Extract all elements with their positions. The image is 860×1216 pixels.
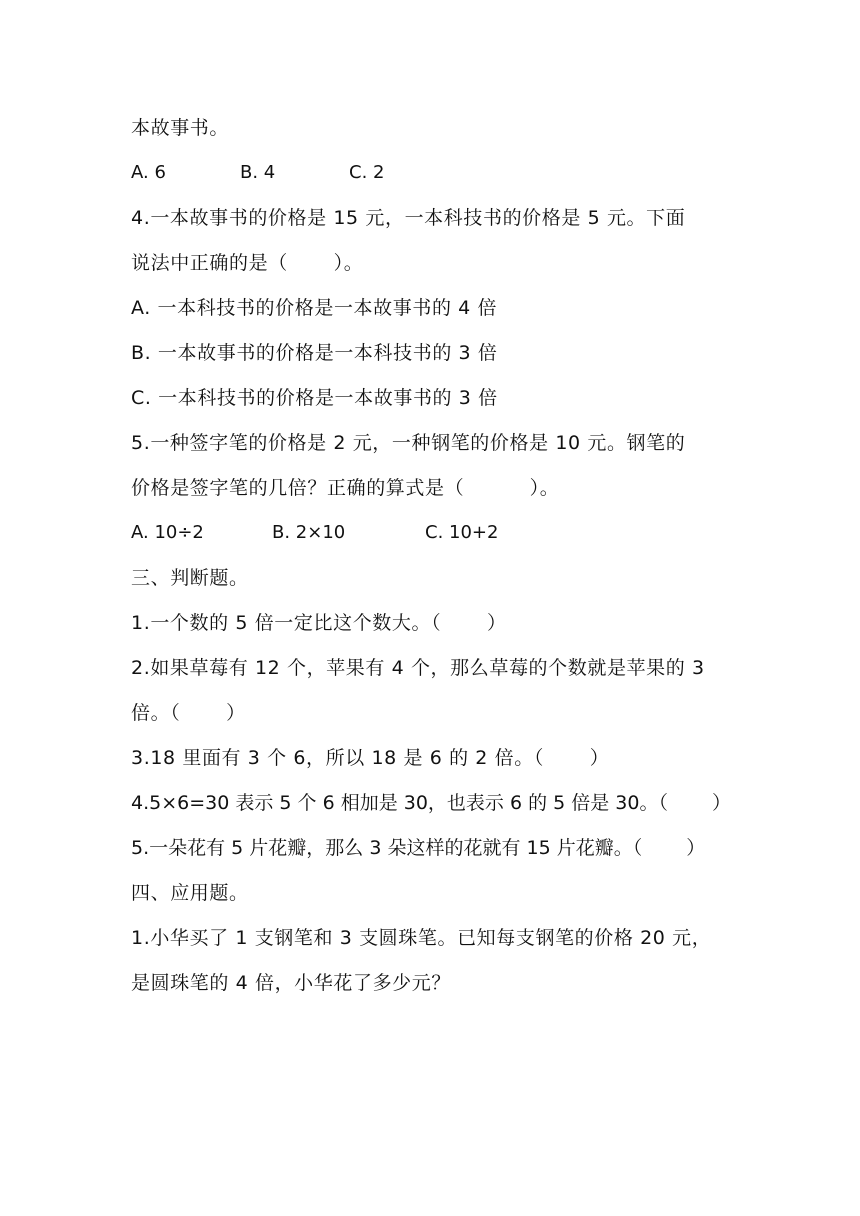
judgement-2-line-2: 倍。（ ） <box>131 702 246 724</box>
question-4-option-c: C. 一本科技书的价格是一本故事书的 3 倍 <box>131 387 498 409</box>
text-line: 本故事书。 <box>131 117 230 139</box>
question-5-line-1: 5.一种签字笔的价格是 2 元，一种钢笔的价格是 10 元。钢笔的 <box>131 432 686 454</box>
option-c: C. 10+2 <box>425 522 499 543</box>
section-heading-judgement: 三、判断题。 <box>131 567 249 589</box>
option-a: A. 10÷2 <box>131 522 204 543</box>
section-heading-application: 四、应用题。 <box>131 882 249 904</box>
option-b: B. 4 <box>240 162 276 183</box>
question-4-option-b: B. 一本故事书的价格是一本科技书的 3 倍 <box>131 342 498 364</box>
judgement-4: 4.5×6=30 表示 5 个 6 相加是 30，也表示 6 的 5 倍是 30。（ ） <box>131 792 732 814</box>
judgement-3: 3.18 里面有 3 个 6，所以 18 是 6 的 2 倍。（ ） <box>131 747 610 769</box>
judgement-2-line-1: 2.如果草莓有 12 个，苹果有 4 个，那么草莓的个数就是苹果的 3 <box>131 657 705 679</box>
judgement-1: 1.一个数的 5 倍一定比这个数大。（ ） <box>131 612 507 634</box>
option-c: C. 2 <box>349 162 385 183</box>
question-4-line-1: 4.一本故事书的价格是 15 元，一本科技书的价格是 5 元。下面 <box>131 207 686 229</box>
question-4-line-2: 说法中正确的是（ ）。 <box>131 252 364 274</box>
judgement-5: 5.一朵花有 5 片花瓣，那么 3 朵这样的花就有 15 片花瓣。（ ） <box>131 837 706 859</box>
option-b: B. 2×10 <box>272 522 346 543</box>
question-4-option-a: A. 一本科技书的价格是一本故事书的 4 倍 <box>131 297 498 319</box>
application-1-line-2: 是圆珠笔的 4 倍，小华花了多少元？ <box>131 972 451 994</box>
option-a: A. 6 <box>131 162 166 183</box>
application-1-line-1: 1.小华买了 1 支钢笔和 3 支圆珠笔。已知每支钢笔的价格 20 元， <box>131 927 712 949</box>
question-5-line-2: 价格是签字笔的几倍？正确的算式是（ ）。 <box>131 477 560 499</box>
